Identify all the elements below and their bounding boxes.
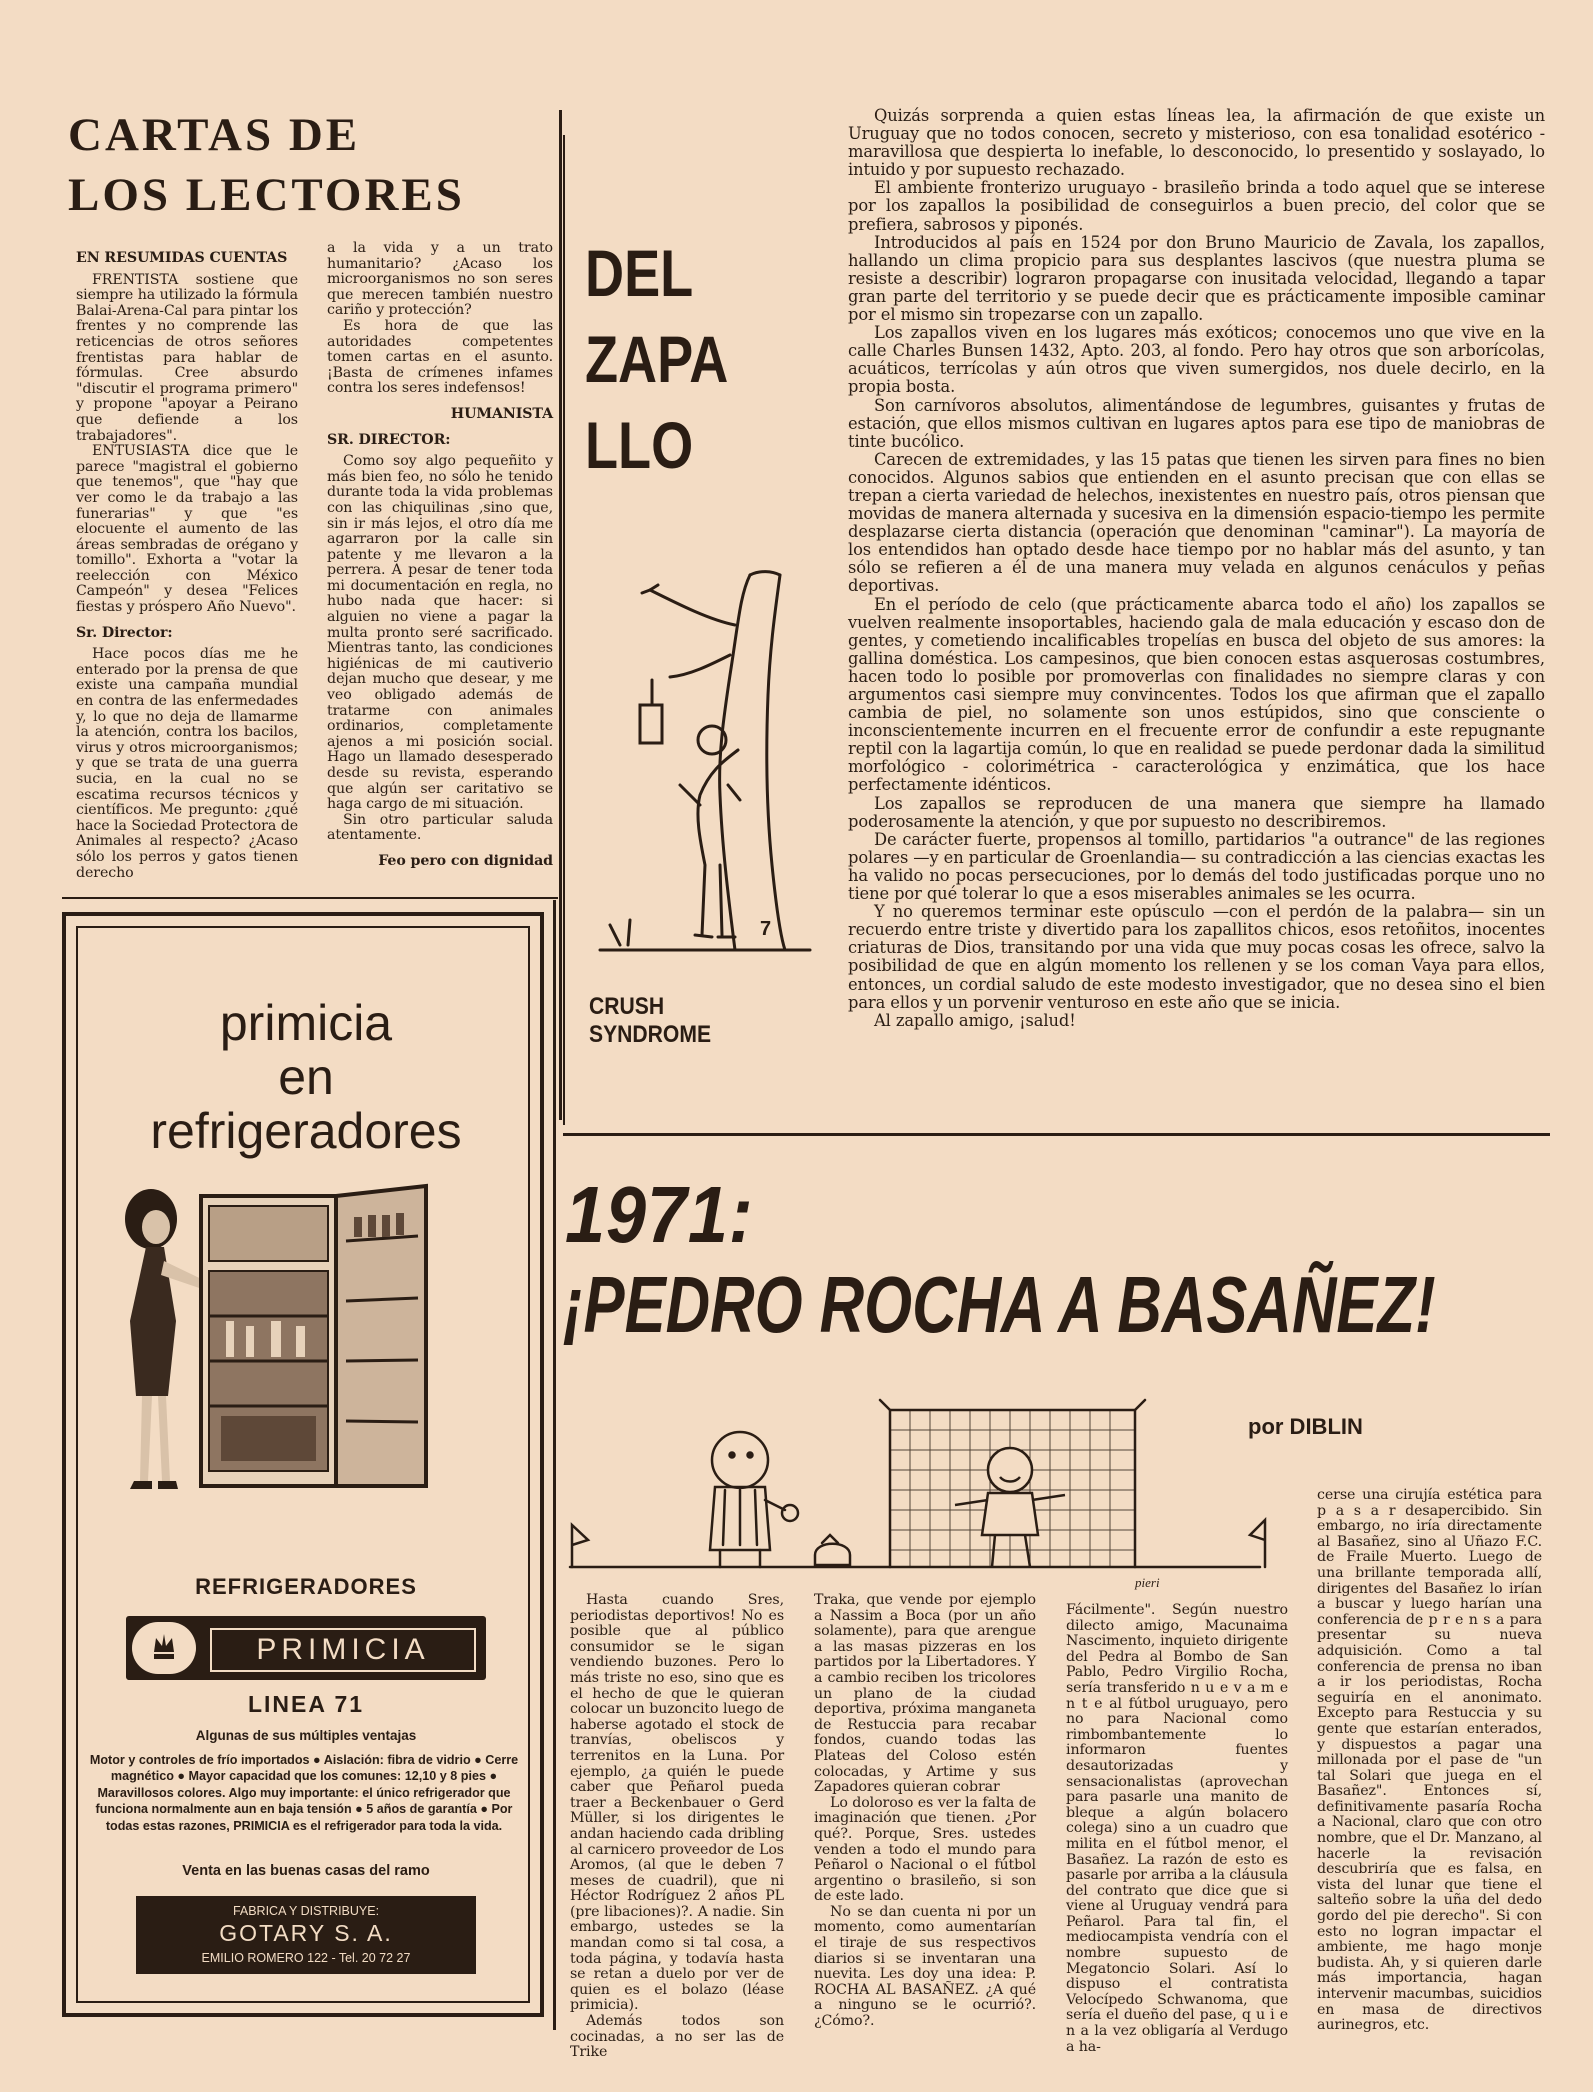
rocha-column-2-paragraph: No se dan cuenta ni por un momento, como aumentarían el tiraje de sus respectivos diarios si se inventaran una nuevita. Les doy una idea: P. ROCHA AL BASAÑEZ. ¿A qué a ninguno se le ocurrió?. ¿Cómo?. xyxy=(814,1903,1036,2030)
letters-title-line1: CARTAS DE xyxy=(68,109,361,161)
cartoon-signature: pieri xyxy=(1135,1575,1160,1590)
zapallo-body-paragraph: Los zapallos se reproducen de una manera que siempre ha llamado poderosamente la atención, y que por supuesto no describiremos. xyxy=(848,793,1545,831)
tree-hanging-cartoon xyxy=(600,565,810,960)
rocha-byline: por DIBLIN xyxy=(1248,1414,1363,1439)
letters-bottom-rule xyxy=(62,897,558,899)
zapallo-body-paragraph: Introducidos al país en 1524 por don Bruno Mauricio de Zavala, los zapallos, hallando un clima propicio para sus desplantes lascivos (que nuestra pluma se resiste a describir) lograron propagarse con inusitada velocidad, llegando a tapar gran parte del territorio y se puede decir que es prácticamente imposible caminar por el mismo sin tropezarse con un zapallo. xyxy=(848,232,1545,325)
zapallo-title-line1: DEL xyxy=(585,236,694,310)
zapallo-title-line2: ZAPA xyxy=(585,322,729,396)
zapallo-body xyxy=(848,107,1545,1107)
rocha-title-1: 1971: xyxy=(565,1170,754,1259)
letters-column-1-paragraph: FRENTISTA sostiene que siempre ha utilizado la fórmula Balai-Arena-Cal para pintar los frentes y no comprende las reticencias de otros señores frentistas para hablar de fórmulas. Cree absurdo "discutir el programa primero" y propone "apoyar a Peirano que defiende a los trabajadores". xyxy=(76,271,298,444)
ad-line: LINEA 71 xyxy=(247,1691,365,1717)
maker-address: EMILIO ROMERO 122 - Tel. 20 72 27 xyxy=(201,1951,411,1965)
letters-title-line2: LOS LECTORES xyxy=(68,169,465,221)
zapallo-body-paragraph: Y no queremos terminar este opúsculo —con el perdón de la palabra— sin un recuerdo entre triste y divertido para los zapallitos chicos, esos retoñitos, inocentes criaturas de Dios, transitando por una vida que muy pocas cosas les ofrece, salvo la posibilidad de que en algún momento los rellenen y se los coman Vaya para ellos, entonces, un cordial saludo de este modesto investigador, que no desea sino el bien para ellos y un porvenir venturoso en este año que se inicia. xyxy=(848,902,1545,1012)
letters-column-2-paragraph: HUMANISTA xyxy=(450,405,553,422)
zapallo-author: CRUSH SYNDROME xyxy=(589,993,712,1048)
maker-box xyxy=(136,1896,476,1974)
letters-column-2-paragraph: Feo pero con dignidad xyxy=(378,852,553,869)
refrigerator-illustration xyxy=(106,1181,506,1501)
rocha-column-2 xyxy=(814,1593,1036,2033)
letters-column-1-paragraph: Hace pocos días me he enterado por la prensa de que existe una campaña mundial en contra de las enfermedades y, lo que no deja de llamarme la atención, contra los bacilos, virus y otros microorganismos; y que se trata de una guerra sucia, en la cual no se escatima recursos técnicos y científicos. Me pregunto: ¿qué hace la Sociedad Protectora de Animales al respecto? ¿Acaso sólo los perros y gatos tienen derecho xyxy=(76,646,298,881)
letters-column-2-paragraph: SR. DIRECTOR: xyxy=(327,431,451,448)
zapallo-body-paragraph: Son carnívoros absolutos, alimentándose de legumbres, guisantes y frutas de estación, que ellos mismos cultivan en lugares aptos para ese tipo de maniobras de tinte bucólico. xyxy=(848,395,1545,451)
rocha-column-4-paragraph: cerse una cirujía estética para p a s a r desapercibido. Sin embargo, no iría directamente al Basañez, sino al Uñazo F.C. de Fraile Muerto. Luego de una brillante temporada allí, dirigentes del Basañez lo irían a buscar y luego harían una conferencia de p r e n s a para presentar su nueva adquisición. Como a tal conferencia de prensa no iban a ir los periodistas, Rocha seguiría en el anonimato. Excepto para Restuccia y su gente que estarían enterados, y dispuestos a pagar una millonada por el pase de "un tal Solari que juega en el Basañez". Entonces sí, definitivamente pasaría Rocha a Nacional, claro que con otro nombre, que el Dr. Manzano, al hacerle la revisación descubriría que es falsa, en vista del lunar que tiene el salteño sobre la uña del dedo gordo del pie derecho". Si con esto no logran impactar el ambiente, me hago monje budista. Ah, y si quieren darle más importancia, hagan intervenir macumbas, suicidios en masa de directivos aurinegros, etc. xyxy=(1317,1487,1542,2034)
rocha-column-2-paragraph: Traka, que vende por ejemplo a Nassim a Boca (por un año solamente), para que arengue a las masas pizzeras en los partidos por la Libertadores. Y a cambio reciben los tricolores un plano de la ciudad deportiva, próxima manganeta de Restuccia para recabar fondos, cuando todas las Plateas del Coloso estén colocadas, y Artime y sus Zapadores quieran cobrar xyxy=(814,1592,1036,1796)
zapallo-body-paragraph: Quizás sorprenda a quien estas líneas lea, la afirmación de que existe un Uruguay que no todos conocen, secreto y misterioso, con esa tonalidad esotérico - maravillosa que despierta lo inefable, lo desconocido, lo presentido y soslayado, lo intuido y por supuesto rechazado. xyxy=(848,106,1545,180)
rocha-column-3 xyxy=(1066,1602,1288,2055)
zapallo-body-paragraph: De carácter fuerte, propensos al tomillo, partidarios "a outrance" de las regiones polares —y en particular de Groenlandia— su contradicción a las ciencias exactas les ha valido no pocas persecuciones, por lo demás del todo justificadas porque uno no tiene por qué tolerar lo que a esos miserables animales se les ocurra. xyxy=(848,829,1545,904)
zapallo-body-paragraph: Los zapallos viven en los lugares más exóticos; conocemos uno que vive en la calle Charles Bunsen 1432, Apto. 203, al fondo. Pero hay otros que son arborícolas, acuáticos, terrícolas y aún otros que viven sumergidos, nos duele decirlo, en la propia bosta. xyxy=(848,323,1545,397)
vertical-rule-ad-right xyxy=(553,900,556,2030)
ad-tagline: Algunas de sus múltiples ventajas xyxy=(195,1728,417,1743)
rocha-column-1-paragraph: Además todos son cocinadas, a no ser las de Trike xyxy=(570,2013,784,2061)
zapallo-title xyxy=(585,230,729,488)
horizontal-rule-mid xyxy=(563,1133,1550,1136)
ad-headline-line1: primicia xyxy=(219,995,393,1051)
crown-icon xyxy=(132,1622,196,1674)
rocha-column-4 xyxy=(1317,1488,1542,2033)
brand-logo xyxy=(126,1616,486,1680)
zapallo-body-paragraph: El ambiente fronterizo uruguayo - brasileño brinda a todo aquel que se interese por los zapallos la posibilidad de conseguirlos a buen precio, del color que se prefiera, sabrosos y piponés. xyxy=(848,178,1545,234)
letters-column-2-paragraph: Es hora de que las autoridades competentes tomen cartas en el asunto. ¡Basta de crímenes infames contra los seres indefensos! xyxy=(327,317,553,397)
letters-column-2 xyxy=(327,241,553,891)
letters-column-1-paragraph: EN RESUMIDAS CUENTAS xyxy=(76,250,288,266)
drawing-number: 7 xyxy=(760,918,772,940)
ad-headline-line3: refrigeradores xyxy=(150,1103,462,1159)
brand-name: PRIMICIA xyxy=(210,1628,476,1672)
letters-column-1-paragraph: Sr. Director: xyxy=(76,624,173,641)
ad-sales: Venta en las buenas casas del ramo xyxy=(182,1863,430,1879)
rocha-column-1-paragraph: Hasta cuando Sres, periodistas deportivos! No es posible que al público consumidor se le sigan vendiendo buzones. Pero lo más triste no eso, sino que es el hecho de que le quieran colocar un buzoncito luego de haberse agotado el stock de tranvías, obeliscos y terrenitos en la Luna. Por ejemplo, ¿a quién le puede caber que Peñarol pueda traer a Beckenbauer o Gerd Müller, si los dirigentes le andan haciendo cada dribling al carnicero proveedor de Los Aromos, (al que le deben 7 meses de cuadril), que ni Héctor Rodríguez 2 años PL (pre libaciones)?. A nadie. Sin embargo, ustedes se la mandan como si tal cosa, a toda página, y todavía hasta se retan a duelo por ver de quien es el bolazo (léase primicia). xyxy=(570,1592,784,2014)
maker-label: FABRICA Y DISTRIBUYE: xyxy=(232,1904,380,1918)
vertical-rule-left xyxy=(559,110,562,1120)
zapallo-left-rule xyxy=(563,135,565,1125)
rocha-column-1 xyxy=(570,1592,784,2061)
ad-headline xyxy=(86,996,526,1158)
letters-column-2-paragraph: Como soy algo pequeñito y más bien feo, no sólo he tenido durante toda la vida problemas con las chiquilinas ,sino que, sin ir más lejos, el otro día me agarraron por la calle sin patente y me llevaron a la perrera. A pesar de tener toda mi documentación en regla, no hubo nada que hacer: si alguien no viene a pagar la multa pronto seré sacrificado. Mientras tanto, las condiciones higiénicas de mi cautiverio dejan mucho que desear, y me veo obligado además de tratarme con animales ordinarios, completamente ajenos a mi posición social. Hago un llamado desesperado desde su revista, esperando que algún ser caritativo se haga cargo de mi situación. xyxy=(327,453,553,813)
rocha-column-3-paragraph: Fácilmente". Según nuestro dilecto amigo, Macunaima Nascimento, inquieto dirigente del Pedra al Bombo de San Pablo, Pedro Virgilio Rocha, sería transferido n u e v a m e n t e al fútbol uruguayo, pero no para Nacional como rimbombantemente lo informaron fuentes desautorizadas y sensacionalistas (aprovechan para pasarle una manito de bleque a algún bolacero colega) sino a un cuadro que milita en el fútbol menor, el Basañez. La razón de esto es pasarle por arriba a la cláusula del contrato que dice que si viene al Uruguay vendrá para Peñarol. Para tal fin, el mediocampista vendría con el nombre supuesto de Megatoncio Solari. Así lo dispuso el contratista Velocípedo Schwanoma, que sería el dueño del pase, q u i e n a la vez obligaría al Verdugo a ha- xyxy=(1066,1602,1288,2055)
zapallo-body-paragraph: Carecen de extremidades, y las 15 patas que tienen les sirven para fines no bien conocidos. Algunos sabios que entienden en el asunto precisan que con ellas se trepan a cierta variedad de helechos, inexistentes en nuestro país, otros piensan que movidas de manera alternada y sucesiva en la dimensión espacio-tiempo les permite desplazarse cierta distancia (operación que denominan "caminar"). La mayoría de los entendidos han optado desde hace tiempo por no hablar más del asunto, y tan sólo se refieren a él de una manera muy velada en algunos cenáculos y peñas deportivas. xyxy=(848,449,1545,596)
zapallo-title-line3: LLO xyxy=(585,408,694,482)
maker-name: GOTARY S. A. xyxy=(219,1920,393,1946)
ad-features: Motor y controles de frío importados ● Aislación: fibra de vidrio ● Cerre magnético ● Mayor capacidad que los comunes: 12,10 y 8 pies ● Maravillosos colores. Algo muy importante: el único refrigerador que funciona normalmente aun en baja tensión ● 5 años de garantía ● Por todas estas razones, PRIMICIA es el refrigerador para toda la vida. xyxy=(89,1753,519,1833)
letters-column-2-paragraph: a la vida y a un trato humanitario? ¿Acaso los microorganismos no son seres que merecen también nuestro cariño y protección? xyxy=(327,240,553,319)
ad-subhead: REFRIGERADORES xyxy=(195,1574,417,1599)
ad-headline-line2: en xyxy=(278,1049,334,1105)
primicia-ad xyxy=(62,912,544,2017)
zapallo-body-paragraph: En el período de celo (que prácticamente abarca todo el año) los zapallos se vuelven realmente insoportables, haciendo gala de mala educación y escaso don de gentes, y cometiendo incalificables tropelías en busca del objeto de sus amores: la gallina doméstica. Los campesinos, que bien conocen estas asquerosas costumbres, hacen todo lo posible por promoverlas con finalidades no siempre claras y con argumentos casi siempre muy convincentes. Todos los que afirman que el zapallo cambia de piel, no solamente son unos estúpidos, sino que consciente o inconscientemente incurren en el frecuente error de confundir a este repugnante reptil con la lagartija común, lo que en realidad se puede perdonar dada la similitud morfológico - colorimétrica - caracterológica y enzimática, que los hace perfectamente idénticos. xyxy=(848,594,1545,795)
rocha-column-2-paragraph: Lo doloroso es ver la falta de imaginación que tienen. ¿Por qué?. Porque, Sres. ustedes venden a todo el mundo para Peñarol o Nacional o el fútbol argentino o brasileño, si son de este lado. xyxy=(814,1794,1036,1905)
letters-title xyxy=(68,105,538,225)
letters-column-1-paragraph: ENTUSIASTA dice que le parece "magistral el gobierno que tenemos", que "hay que ver como le da trabajo a las funerarias" y que "es elocuente el aumento de las áreas sembradas de orégano y tomillo". Exhorta a "votar la reelección con México Campeón" y desea "Felices fiestas y próspero Año Nuevo". xyxy=(76,443,298,616)
letters-column-1 xyxy=(76,241,298,891)
zapallo-body-paragraph: Al zapallo amigo, ¡salud! xyxy=(874,1010,1076,1030)
rocha-title-2: ¡PEDRO ROCHA A BASAÑEZ! xyxy=(563,1260,1436,1349)
letters-column-2-paragraph: Sin otro particular saluda atentamente. xyxy=(327,811,553,844)
